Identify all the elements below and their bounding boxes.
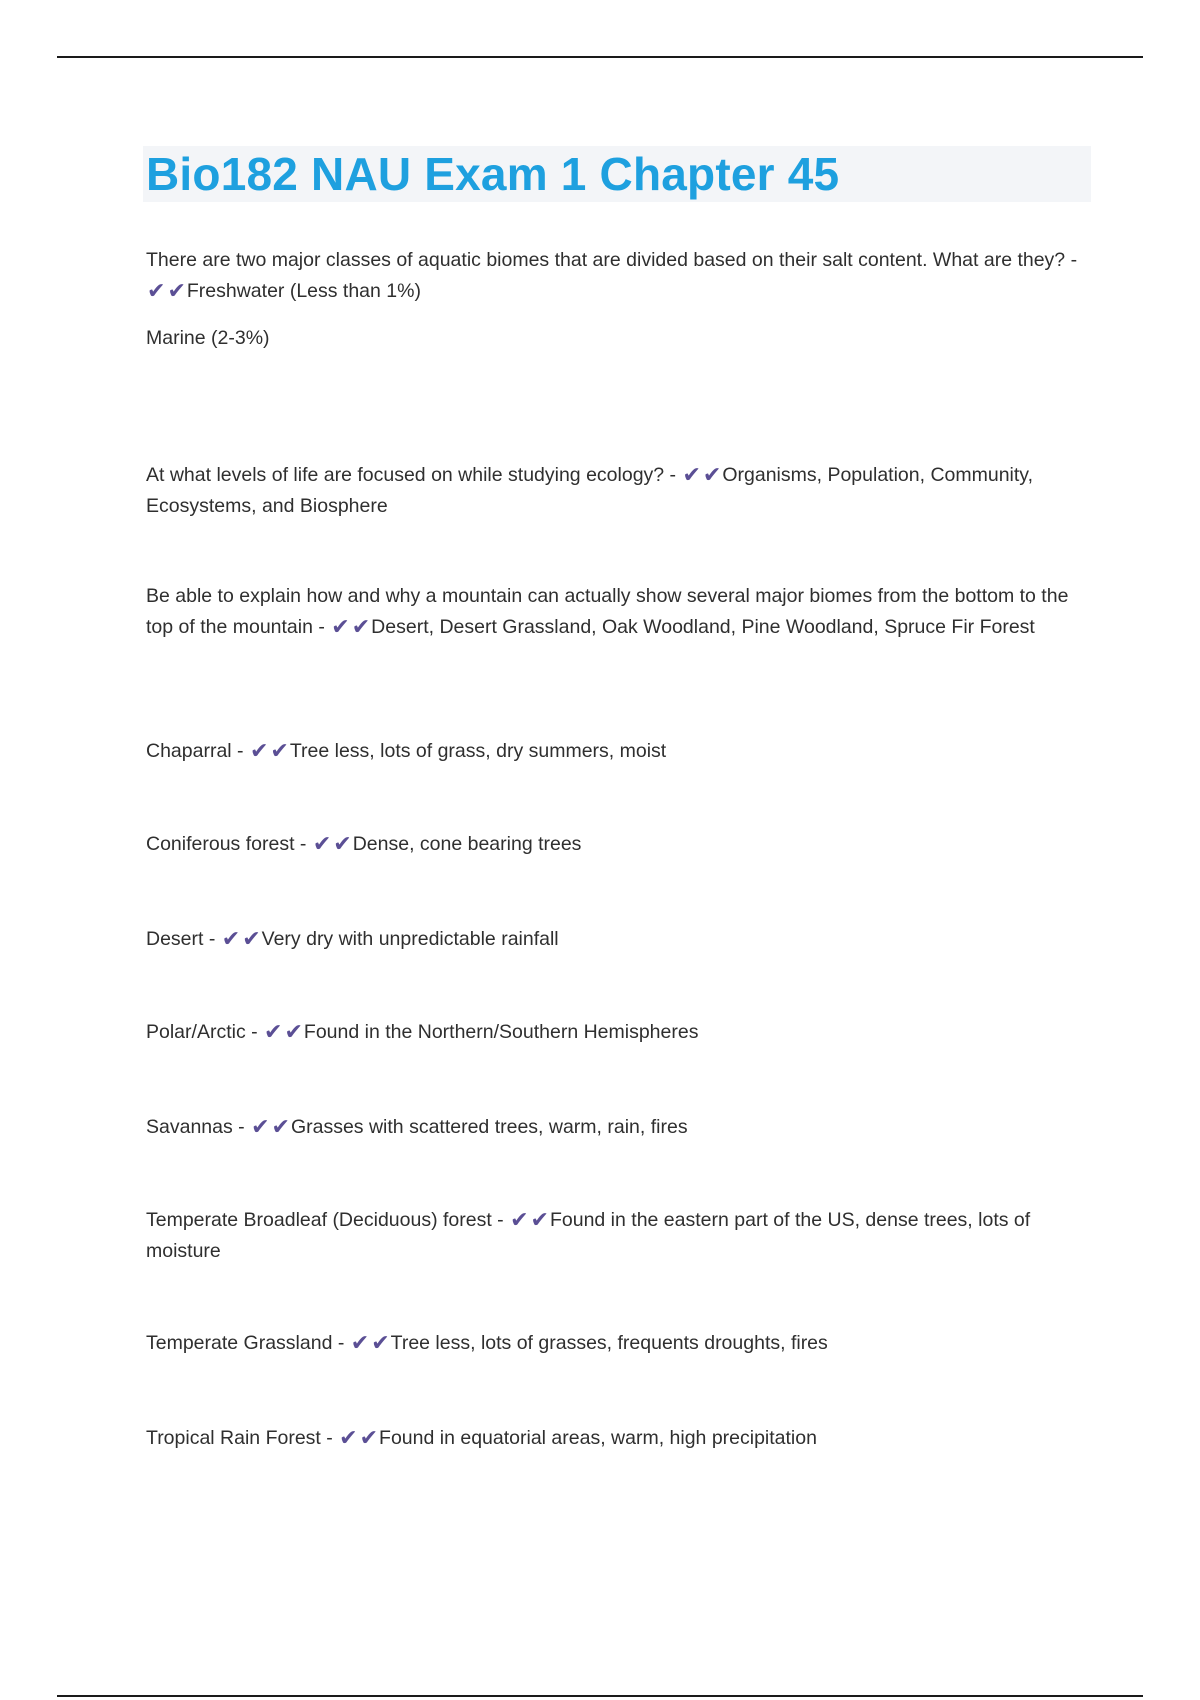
- question-text: Chaparral -: [146, 740, 244, 762]
- question-text: There are two major classes of aquatic biomes that are divided based on their salt content. What are they? -: [146, 249, 1078, 271]
- flashcard-item: [146, 1017, 1096, 1048]
- check-mark-icon: ✔: [350, 1330, 370, 1355]
- flashcard-item: [146, 924, 1096, 955]
- check-mark-icon: ✔: [359, 1425, 379, 1450]
- bottom-rule: [57, 1695, 1143, 1697]
- flashcard-item: [146, 736, 1096, 767]
- answer-continuation: Marine (2-3%): [146, 327, 270, 349]
- check-mark-icon: ✔: [510, 1207, 529, 1232]
- check-mark-icon: ✔: [371, 1330, 390, 1355]
- check-mark-icon: ✔: [284, 1019, 303, 1044]
- flashcard-item: [146, 1112, 1096, 1143]
- check-mark-icon: ✔: [312, 831, 332, 856]
- flashcard-item: [146, 829, 1096, 860]
- answer-text: Very dry with unpredictable rainfall: [261, 928, 559, 950]
- flashcard-item: [146, 245, 1096, 307]
- question-text: Desert -: [146, 928, 216, 950]
- check-mark-icon: ✔: [249, 738, 269, 763]
- question-text: At what levels of life are focused on while studying ecology? -: [146, 464, 677, 486]
- answer-text: Freshwater (Less than 1%): [186, 280, 421, 302]
- question-text: Tropical Rain Forest -: [146, 1427, 333, 1449]
- check-mark-icon: ✔: [351, 614, 371, 639]
- check-mark-icon: ✔: [331, 614, 350, 639]
- page-title: Bio182 NAU Exam 1 Chapter 45: [146, 148, 840, 200]
- check-mark-icon: ✔: [242, 926, 261, 951]
- check-mark-icon: ✔: [339, 1425, 358, 1450]
- answer-text: Grasses with scattered trees, warm, rain, fires: [290, 1116, 688, 1138]
- check-mark-icon: ✔: [702, 462, 722, 487]
- check-mark-icon: ✔: [333, 831, 352, 856]
- question-text: Temperate Grassland -: [146, 1332, 345, 1354]
- question-text: Coniferous forest -: [146, 833, 307, 855]
- answer-text: Found in the eastern part of the US, dense trees, lots of moisture: [146, 1209, 1031, 1262]
- answer-text: Tree less, lots of grasses, frequents droughts, fires: [390, 1332, 828, 1354]
- check-mark-icon: ✔: [270, 738, 289, 763]
- check-mark-icon: ✔: [251, 1114, 270, 1139]
- check-mark-icon: ✔: [147, 278, 166, 303]
- answer-text: Desert, Desert Grassland, Oak Woodland, Pine Woodland, Spruce Fir Forest: [371, 616, 1035, 638]
- flashcard-item: [146, 1328, 1096, 1359]
- check-mark-icon: ✔: [221, 926, 241, 951]
- question-text: Be able to explain how and why a mountain can actually show several major biomes from the bottom to the top of the mountain -: [146, 585, 1069, 638]
- check-mark-icon: ✔: [271, 1114, 290, 1139]
- flashcard-item: [146, 460, 1096, 522]
- answer-text: Found in the Northern/Southern Hemispheres: [303, 1021, 699, 1043]
- check-mark-icon: ✔: [682, 462, 701, 487]
- answer-text: Organisms, Population, Community, Ecosystems, and Biosphere: [146, 464, 1034, 517]
- flashcard-item: [146, 1205, 1096, 1267]
- check-mark-icon: ✔: [167, 278, 186, 303]
- answer-text: Dense, cone bearing trees: [352, 833, 582, 855]
- answer-text: Tree less, lots of grass, dry summers, moist: [289, 740, 667, 762]
- question-text: Savannas -: [146, 1116, 245, 1138]
- flashcard-item: [146, 581, 1096, 643]
- question-text: Temperate Broadleaf (Deciduous) forest -: [146, 1209, 504, 1231]
- flashcard-item: [146, 1423, 1096, 1454]
- check-mark-icon: ✔: [530, 1207, 549, 1232]
- check-mark-icon: ✔: [264, 1019, 283, 1044]
- question-text: Polar/Arctic -: [146, 1021, 258, 1043]
- top-rule: [57, 56, 1143, 58]
- answer-text: Found in equatorial areas, warm, high precipitation: [379, 1427, 817, 1449]
